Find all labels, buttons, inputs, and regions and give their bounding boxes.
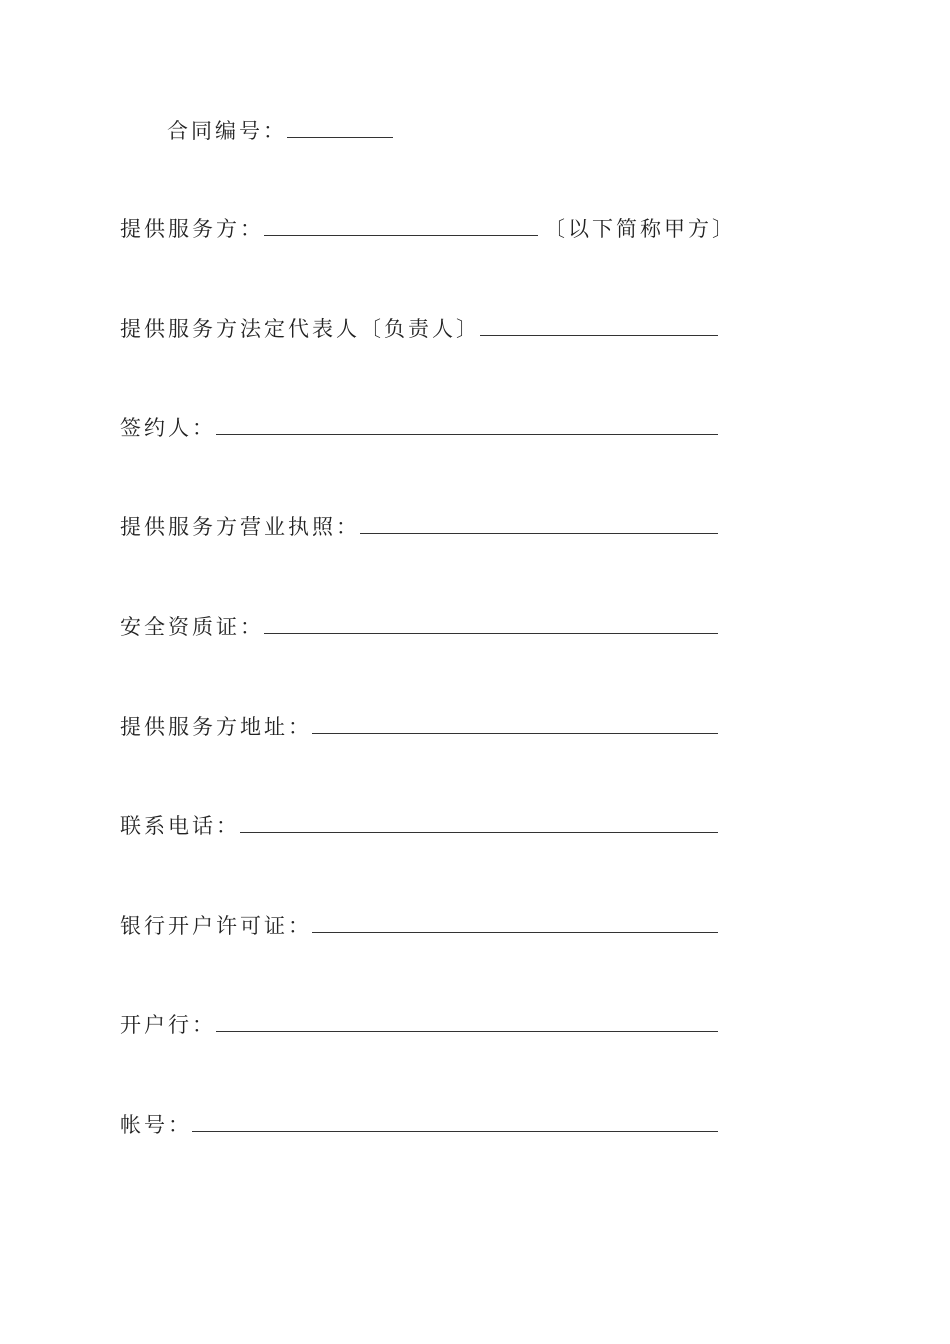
bank-permit-label: 银行开户许可证： — [120, 914, 312, 938]
contract-number-label: 合同编号： — [167, 119, 287, 143]
service-provider-label: 提供服务方： — [120, 217, 264, 241]
bank-row — [120, 1004, 718, 1038]
bank-permit-blank[interactable] — [312, 932, 718, 933]
legal-representative-blank[interactable] — [480, 335, 718, 336]
business-license-blank[interactable] — [360, 533, 718, 534]
provider-address-row — [120, 706, 718, 740]
business-license-row — [120, 506, 718, 540]
bank-label: 开户行： — [120, 1013, 216, 1037]
party-a-note: 〔以下简称甲方〕 — [544, 217, 736, 241]
provider-address-blank[interactable] — [312, 733, 718, 734]
account-blank[interactable] — [192, 1131, 718, 1132]
legal-representative-row — [120, 308, 718, 342]
contract-number-blank[interactable] — [287, 137, 393, 138]
signatory-label: 签约人： — [120, 416, 216, 440]
account-row — [120, 1104, 718, 1138]
contract-number-row — [167, 110, 407, 144]
safety-certificate-blank[interactable] — [264, 633, 718, 634]
bank-blank[interactable] — [216, 1031, 718, 1032]
bank-permit-row — [120, 905, 718, 939]
phone-blank[interactable] — [240, 832, 718, 833]
service-provider-blank[interactable] — [264, 235, 538, 236]
account-label: 帐号： — [120, 1113, 192, 1137]
service-provider-row — [120, 208, 736, 242]
business-license-label: 提供服务方营业执照： — [120, 515, 360, 539]
phone-row — [120, 805, 718, 839]
provider-address-label: 提供服务方地址： — [120, 715, 312, 739]
safety-certificate-label: 安全资质证： — [120, 615, 264, 639]
signatory-row — [120, 407, 718, 441]
phone-label: 联系电话： — [120, 814, 240, 838]
legal-representative-label: 提供服务方法定代表人〔负责人〕 — [120, 317, 480, 341]
safety-certificate-row — [120, 606, 718, 640]
signatory-blank[interactable] — [216, 434, 718, 435]
